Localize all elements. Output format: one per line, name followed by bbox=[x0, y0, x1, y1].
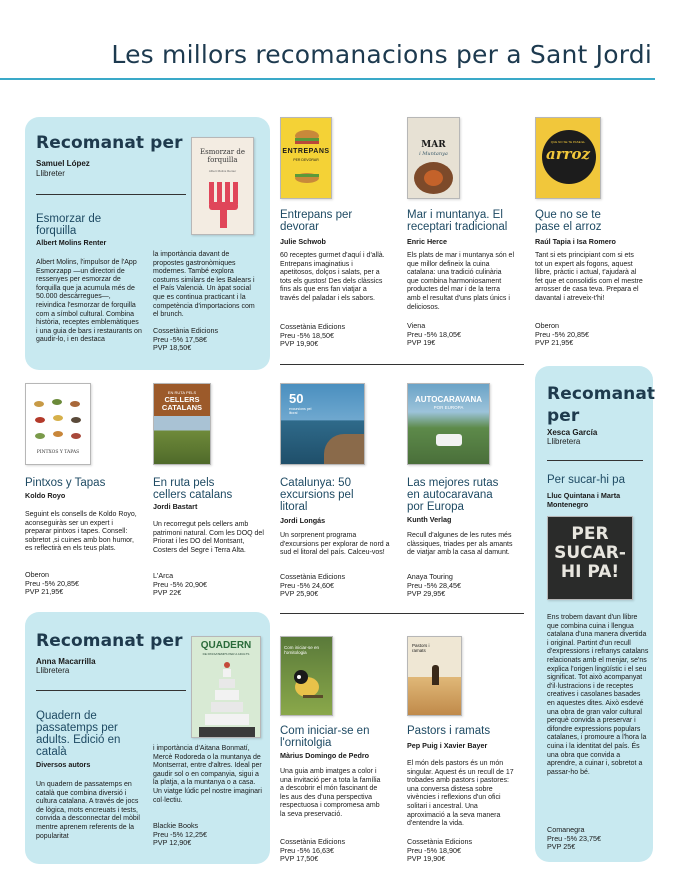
book-title: Mar i muntanya. El receptari tradicional bbox=[407, 209, 508, 233]
food-photo-detail bbox=[424, 170, 443, 186]
publisher: Cossetània Edicions bbox=[153, 326, 219, 335]
book-title: Com iniciar-se en l'ornitolgia bbox=[280, 725, 370, 749]
cover-title-text: CELLERS CATALANS bbox=[161, 395, 203, 412]
book-title: Pastors i ramats bbox=[407, 725, 491, 737]
member-price: Preu -5% 23,75€ bbox=[547, 833, 601, 843]
book-author: Màrius Domingo de Pedro bbox=[280, 751, 370, 760]
recommender-heading: Recomanat per bbox=[547, 384, 656, 426]
book-description: El món dels pastors és un món singular. Aquest és un recull de 17 trobades amb pastors i pastores: una conversa distesa sobre vivències i reflexions d'un ofici solitari i ancestral. Una aproximació a la seva manera d'entendre la vida. bbox=[407, 760, 514, 828]
book-title: Pintxos y Tapas bbox=[25, 477, 106, 489]
recommender-name: Anna Macarrilla bbox=[36, 657, 96, 666]
book-cover-pastors bbox=[407, 636, 462, 716]
publisher: Anaya Touring bbox=[407, 572, 453, 581]
publisher: Viena bbox=[407, 321, 426, 330]
book-publisher-info bbox=[280, 838, 345, 864]
title-divider bbox=[0, 78, 655, 80]
book-description: Seguint els consells de Koldo Royo, aconseguiràs ser un expert i preparar pintxos i tapes. Consell: sobretot ,si cuines amb bon humor, es reflectirà en els teus plats. bbox=[25, 511, 137, 553]
price: PVP 25,90€ bbox=[280, 589, 319, 599]
member-price: Preu -5% 18,05€ bbox=[407, 329, 461, 339]
recommender-name: Xesca García bbox=[547, 428, 598, 437]
cover-title-text: QUADERN bbox=[200, 640, 252, 651]
book-author: Julie Schwob bbox=[280, 237, 326, 246]
book-description: 60 receptes gurmet d'aquí i d'allà. Entrepans imaginatius i apetitosos, dolços i salats, per a tots els gustos! Des dels clàssics fins als que ens fan viatjar a través del paladar i els sabors. bbox=[280, 252, 385, 302]
book-cover-mar bbox=[407, 117, 460, 199]
cover-title-text: AUTOCARAVANA bbox=[414, 395, 483, 404]
book-cover-pintxos bbox=[25, 383, 91, 465]
book-author: Jordi Bastart bbox=[153, 502, 198, 511]
cover-subtitle-text: PER DEVORAR bbox=[293, 158, 319, 162]
book-cover-quadern bbox=[191, 636, 261, 738]
member-price: Preu -5% 24,60€ bbox=[280, 580, 334, 590]
page-title: Les millors recomanacions per a Sant Jordi bbox=[111, 40, 652, 69]
cover-title-text: PER SUCAR-HI PA! bbox=[554, 524, 626, 582]
price: PVP 25€ bbox=[547, 842, 576, 852]
book-author: Raúl Tapia i Isa Romero bbox=[535, 237, 616, 246]
book-author: Lluc Quintana i Marta Montenegro bbox=[547, 491, 621, 509]
book-author: Albert Molins Renter bbox=[36, 238, 107, 247]
book-cover-autocaravana bbox=[407, 383, 490, 465]
cover-subtitle-text: excursions pel litoral bbox=[289, 407, 312, 415]
book-cover-catalunya bbox=[280, 383, 365, 465]
member-price: Preu -5% 20,85€ bbox=[25, 578, 79, 588]
publisher: Oberon bbox=[535, 321, 559, 330]
cover-subtitle-text: DE PASSATEMPS PER A ADULTS bbox=[202, 652, 250, 656]
price: PVP 19€ bbox=[407, 338, 436, 348]
book-publisher-info bbox=[153, 327, 218, 353]
book-publisher-info bbox=[280, 573, 345, 599]
book-description-continued: i importància d'Aitana Bonmatí, Mercè Rodoreda o la muntanya de Montserrat, entre d'altres. Ideal per gaudir sol o en companyia, sigui a la platja, a la muntanya o a casa. Un viatge lúdic pel nostre imaginari col·lectiu. bbox=[153, 745, 262, 804]
cover-subtitle-text: i Muntanya bbox=[419, 151, 448, 157]
book-publisher-info bbox=[547, 826, 601, 852]
book-description: Tant si ets principiant com si ets tot un expert als fogons, aquest llibre, pràctic i actual, t'ajudarà al fet que et consolidis com el mestre arrosser de casa teva. Prepara el davantal i atreveix-t'hi! bbox=[535, 252, 643, 302]
recommender-role: Llibreter bbox=[36, 169, 65, 178]
publisher: Cossetània Edicions bbox=[280, 322, 346, 331]
book-title: Quadern de passatemps per adults. Edició en català bbox=[36, 710, 121, 758]
price: PVP 17,50€ bbox=[280, 854, 319, 864]
book-title: Esmorzar de forquilla bbox=[36, 213, 102, 237]
book-title: Las mejores rutas en autocaravana por Europa bbox=[407, 477, 499, 513]
human-tower-illustration bbox=[192, 659, 261, 738]
book-author: Kunth Verlag bbox=[407, 515, 452, 524]
book-publisher-info bbox=[153, 822, 207, 848]
member-price: Preu -5% 16,63€ bbox=[280, 845, 334, 855]
cover-title-text: MAR bbox=[421, 140, 446, 150]
book-cover-arros bbox=[535, 117, 601, 199]
book-publisher-info bbox=[25, 571, 79, 597]
sandwich-illustration bbox=[281, 118, 332, 199]
publisher: Blackie Books bbox=[153, 821, 199, 830]
member-price: Preu -5% 17,58€ bbox=[153, 334, 207, 344]
book-cover-entrepans bbox=[280, 117, 332, 199]
publisher: Cossetània Edicions bbox=[407, 837, 473, 846]
book-publisher-info bbox=[153, 572, 207, 598]
bird-illustration bbox=[281, 637, 333, 716]
book-cover-cellers bbox=[153, 383, 211, 465]
book-publisher-info bbox=[407, 322, 461, 348]
cover-title-text: Pastors i ramats bbox=[412, 643, 430, 653]
fork-illustration bbox=[192, 176, 254, 231]
member-price: Preu -5% 20,85€ bbox=[535, 329, 589, 339]
book-description: Una guia amb imatges a color i una invitació per a tota la família a descobrir el món fascinant de les aus des d'una perspectiva respectuosa i compromesa amb la seva preservació. bbox=[280, 768, 381, 818]
price: PVP 18,50€ bbox=[153, 343, 192, 353]
book-publisher-info bbox=[535, 322, 589, 348]
book-author: Pep Puig i Xavier Bayer bbox=[407, 741, 488, 750]
cover-number-text: 50 bbox=[289, 391, 304, 406]
book-author: Enric Herce bbox=[407, 237, 447, 246]
book-description: Ens trobem davant d'un llibre que combina cuina i llengua catalana d'una manera divertida i original. Partint d'un recull d'expressions i refranys catalans relacionats amb el menjar, se'ns explica l'origen lingüístic i el seu significat. Tot això acompanyat d'il·lustracions i de receptes creatives i casolanes basades en aquestes dites. Això esdevé una obra de gran valor cultural perquè convida a preservar i difondre expressions populars catalanes, i promoure a l'hora la cuina i la identitat del país. És una obra que convida a aprendre, a cuinar i, sobretot a passar-ho bé. bbox=[547, 614, 649, 776]
recommender-divider bbox=[547, 460, 643, 461]
price: PVP 22€ bbox=[153, 588, 182, 598]
book-description: Albert Molins, l'impulsor de l'App Esmorzapp —un directori de ressenyes per esmorzar de forquilla que ja acumula més de 50.000 descàrregues—, reivindica l'esmorzar de forquilla com a símbol cultural. Combina història, receptes emblemàtiques i una guia de bars i restaurants on gaudir-lo, i en destaca bbox=[36, 259, 142, 344]
book-description: Un quadern de passatemps en català que combina diversió i cultura catalana. A través de jocs de lògica, mots encreuats i tests, convida a desconnectar del mòbil mentre aprenem referents de la popularitat bbox=[36, 781, 140, 840]
book-title: En ruta pels cellers catalans bbox=[153, 477, 233, 501]
price: PVP 19,90€ bbox=[280, 339, 319, 349]
recommender-heading: Recomanat per bbox=[36, 631, 183, 651]
member-price: Preu -5% 12,25€ bbox=[153, 829, 207, 839]
publisher: Cossetània Edicions bbox=[280, 572, 346, 581]
price: PVP 12,90€ bbox=[153, 838, 192, 848]
price: PVP 21,95€ bbox=[535, 338, 574, 348]
cover-title-text: PINTXOS Y TAPAS bbox=[36, 450, 80, 455]
member-price: Preu -5% 20,90€ bbox=[153, 579, 207, 589]
book-publisher-info bbox=[407, 838, 472, 864]
book-author: Jordi Longás bbox=[280, 516, 326, 525]
book-description-continued: la importància davant de propostes gastronòmiques modernes. També explora costums similars de les Balears i el País Valencià. Un àpat social que es continua practicant i la competència d'importacions com el brunch. bbox=[153, 251, 255, 319]
price: PVP 21,95€ bbox=[25, 587, 64, 597]
recommender-heading: Recomanat per bbox=[36, 133, 183, 153]
cover-subtitle-text: EN RUTA PELS bbox=[167, 390, 197, 395]
camper-van bbox=[436, 434, 462, 446]
book-description: Recull d'algunes de les rutes més clàssiques, triades per als amants de viatjar amb la casa al damunt. bbox=[407, 532, 513, 557]
cover-title-text: ENTREPANS bbox=[282, 148, 330, 155]
book-title: Per sucar-hi pa bbox=[547, 474, 625, 486]
recommender-divider bbox=[36, 690, 186, 691]
shepherd-figure bbox=[432, 665, 439, 685]
publisher: L'Arca bbox=[153, 571, 174, 580]
member-price: Preu -5% 28,45€ bbox=[407, 580, 461, 590]
cover-title-text: Esmorzar de forquilla bbox=[200, 148, 245, 164]
publisher: Comanegra bbox=[547, 825, 585, 834]
book-author: Koldo Royo bbox=[25, 491, 66, 500]
publisher: Oberon bbox=[25, 570, 49, 579]
book-cover-sucar bbox=[547, 516, 633, 600]
recommender-role: Llibretera bbox=[547, 437, 581, 446]
book-title: Entrepans per devorar bbox=[280, 209, 353, 233]
cover-title-text: arroz bbox=[545, 145, 591, 163]
publisher: Cossetània Edicions bbox=[280, 837, 346, 846]
member-price: Preu -5% 18,90€ bbox=[407, 845, 461, 855]
cover-subtitle-text: QUE NO SE TE PASE EL bbox=[550, 140, 586, 144]
cover-subtitle-text: POR EUROPA bbox=[433, 405, 464, 410]
book-publisher-info bbox=[407, 573, 461, 599]
recommender-role: Llibretera bbox=[36, 666, 70, 675]
book-cover-esmorzar bbox=[191, 137, 254, 235]
book-description: Els plats de mar i muntanya són el que millor defineix la cuina catalana: una tradició culinària que combina harmoniosament productes del mar i de la terra amb el resultat d'uns plats únics i deliciosos. bbox=[407, 252, 514, 311]
book-author: Diversos autors bbox=[36, 760, 91, 769]
recommender-divider bbox=[36, 194, 186, 195]
recommender-name: Samuel López bbox=[36, 159, 90, 168]
cover-author-text: Albert Molins Renter bbox=[208, 169, 237, 173]
row-divider bbox=[280, 613, 524, 614]
book-description: Un recorregut pels cellers amb patrimoni natural. Com les DOQ del Priorat i les DO del Montsant, Costers del Segre i Terra Alta. bbox=[153, 521, 264, 554]
coast-rocks bbox=[324, 434, 364, 464]
member-price: Preu -5% 18,50€ bbox=[280, 330, 334, 340]
book-cover-ornitologia bbox=[280, 636, 333, 716]
book-publisher-info bbox=[280, 323, 345, 349]
row-divider bbox=[280, 364, 524, 365]
book-title: Catalunya: 50 excursions pel litoral bbox=[280, 477, 354, 513]
book-description: Un sorprenent programa d'excursions per explorar de nord a sud el litoral del país. Calceu-vos! bbox=[280, 532, 390, 557]
book-title: Que no se te pase el arroz bbox=[535, 209, 602, 233]
vineyard-photo bbox=[154, 416, 210, 464]
cover-title-text: Com iniciar-se en l'ornitologia bbox=[284, 645, 320, 655]
price: PVP 19,90€ bbox=[407, 854, 446, 864]
price: PVP 29,95€ bbox=[407, 589, 446, 599]
